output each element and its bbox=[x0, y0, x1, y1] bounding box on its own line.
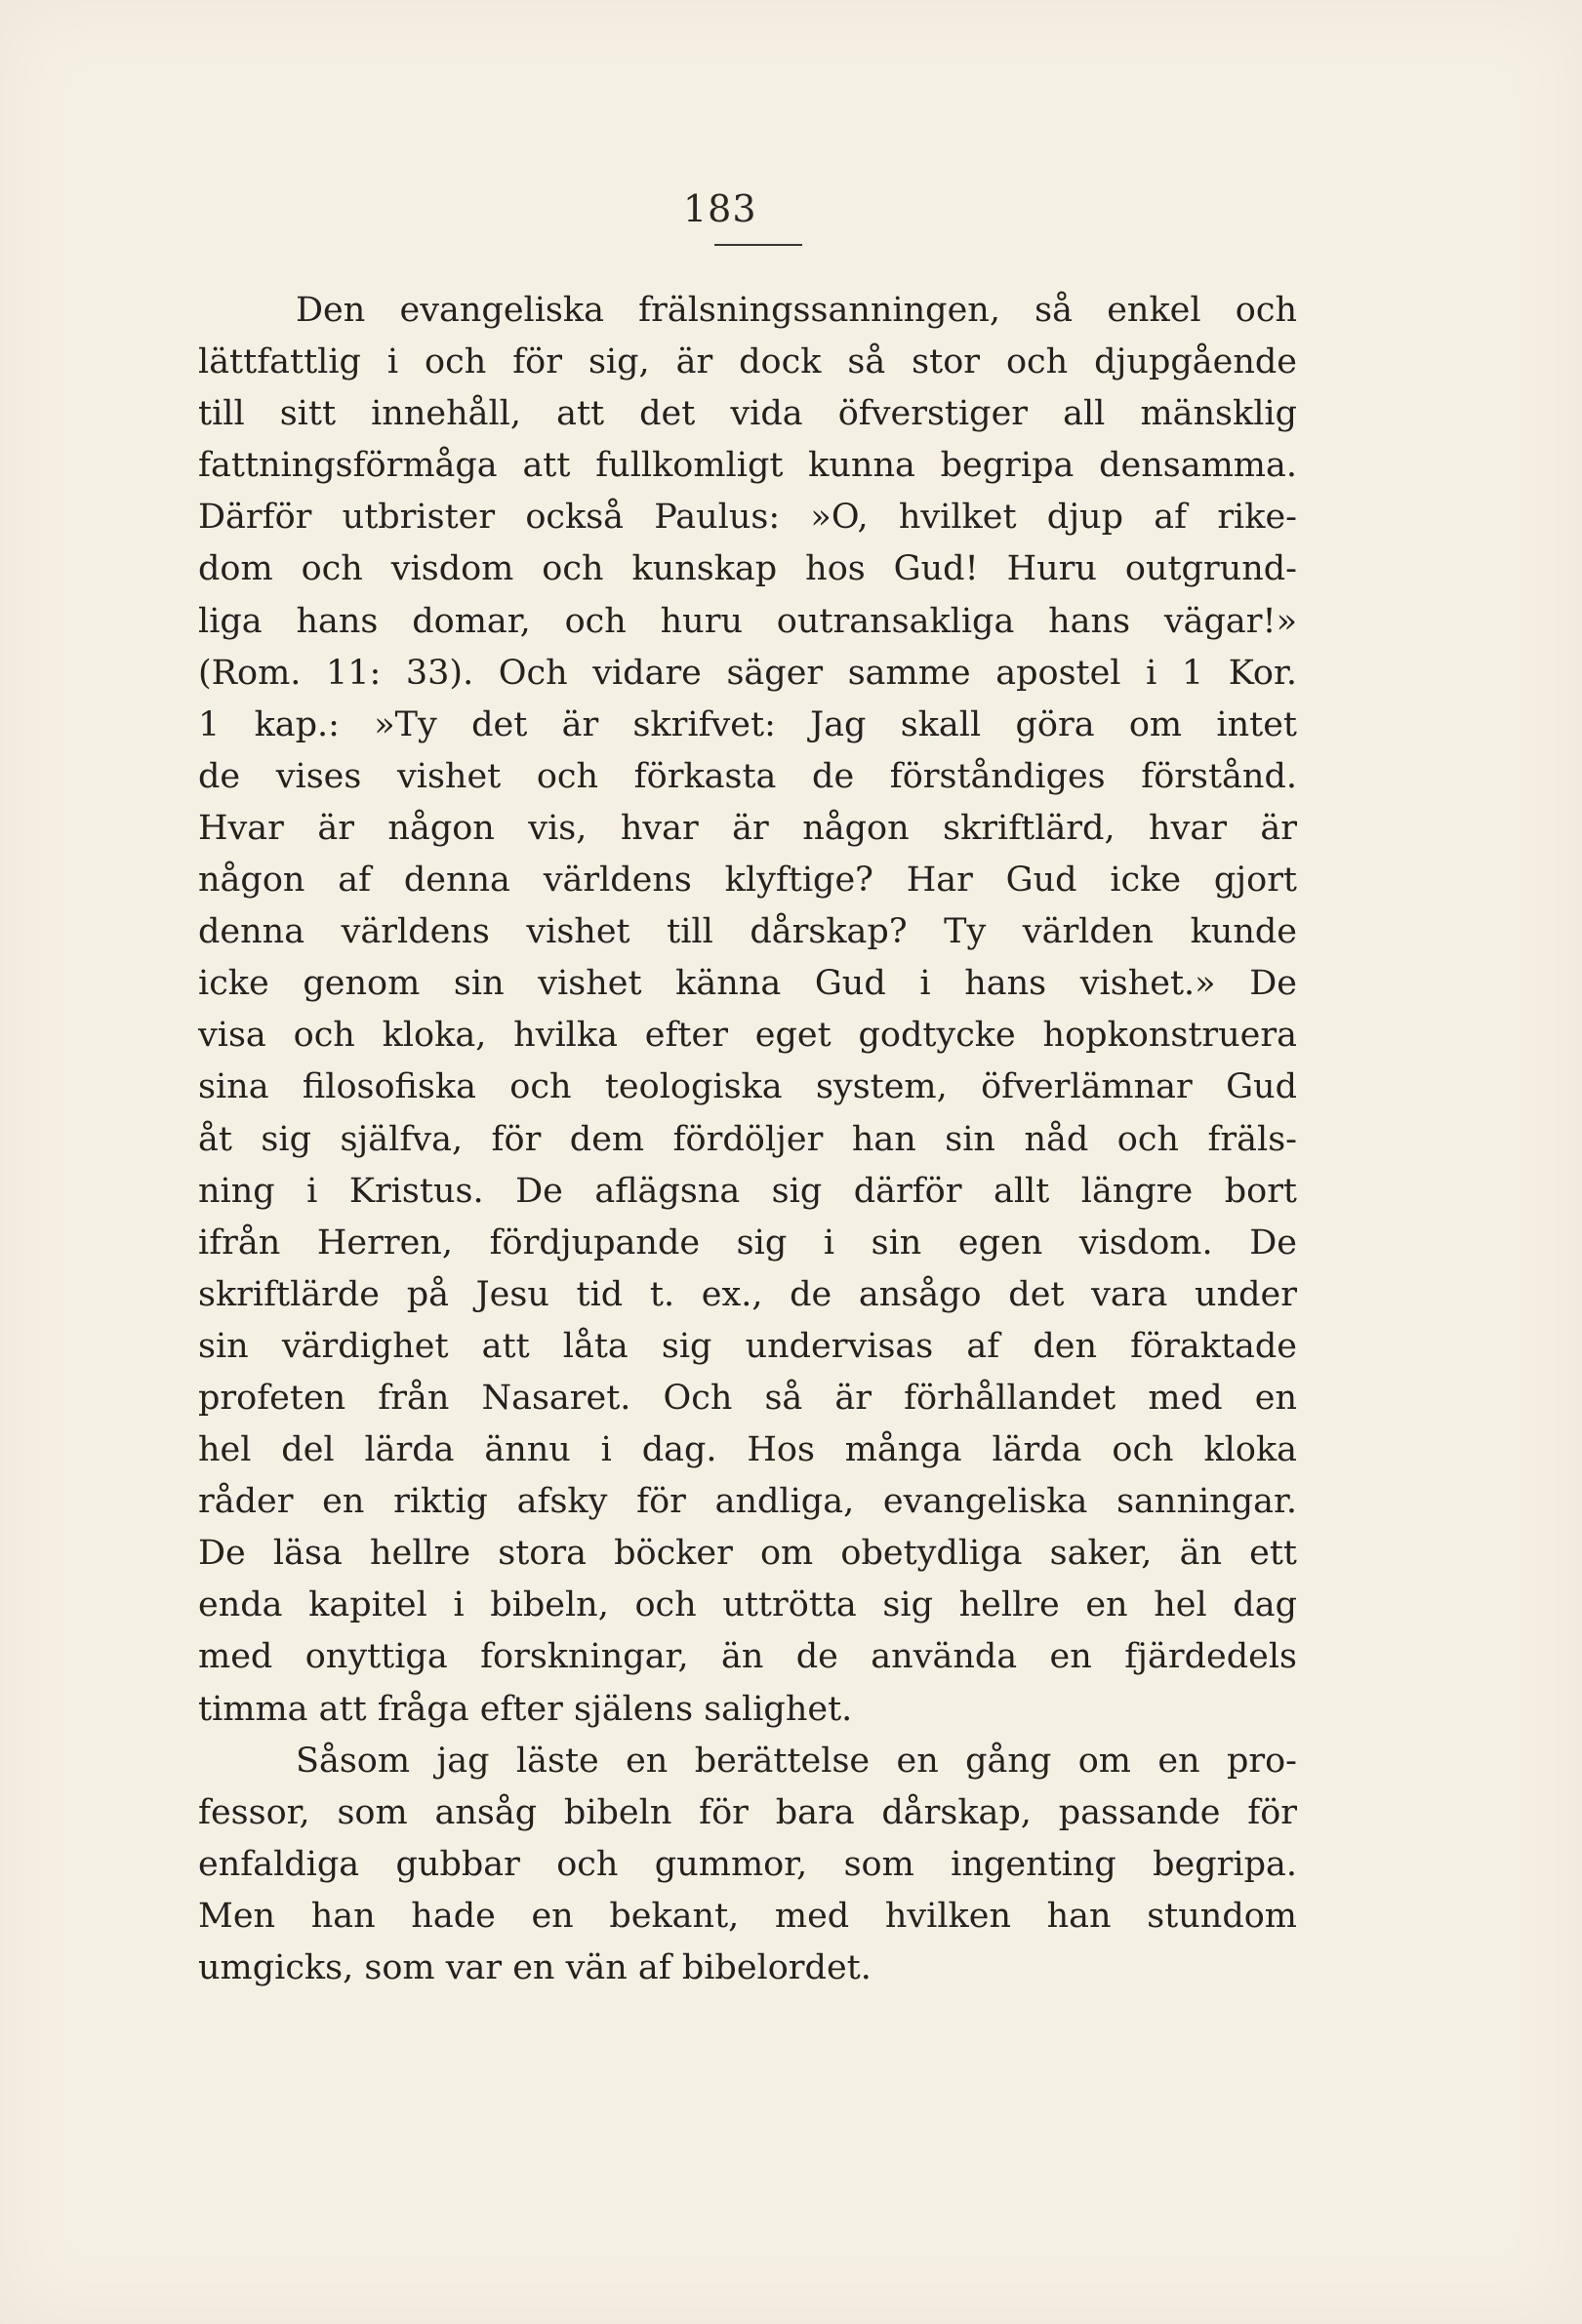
text-line: Men han hade en bekant, med hvilken han stundom bbox=[198, 1896, 1297, 1936]
text-line: ifrån Herren, fördjupande sig i sin egen visdom. De bbox=[198, 1222, 1297, 1262]
text-line: någon af denna världens klyftige? Har Gud icke gjort bbox=[198, 861, 1297, 901]
text-line: Såsom jag läste en berättelse en gång om en pro- bbox=[296, 1741, 1297, 1781]
text-line: skriftlärde på Jesu tid t. ex., de ansågo det vara under bbox=[198, 1274, 1297, 1314]
text-line: hel del lärda ännu i dag. Hos många lärda och kloka bbox=[198, 1430, 1297, 1470]
page-number-underline bbox=[714, 244, 802, 246]
text-line: profeten från Nasaret. Och så är förhållandet med en bbox=[198, 1378, 1297, 1418]
text-line: (Rom. 11: 33). Och vidare säger samme apostel i 1 Kor. bbox=[198, 653, 1297, 693]
text-line: ning i Kristus. De aflägsna sig därför allt längre bort bbox=[198, 1171, 1297, 1211]
text-line: dom och visdom och kunskap hos Gud! Huru outgrund- bbox=[198, 549, 1297, 589]
text-line: sin värdighet att låta sig undervisas af den föraktade bbox=[198, 1326, 1297, 1366]
text-line: umgicks, som var en vän af bibelordet. bbox=[198, 1948, 872, 1987]
text-line: fessor, som ansåg bibeln för bara dårskap, passande för bbox=[198, 1792, 1297, 1832]
text-line: De läsa hellre stora böcker om obetydliga saker, än ett bbox=[198, 1534, 1297, 1574]
text-line: timma att fråga efter själens salighet. bbox=[198, 1689, 853, 1729]
text-line: Den evangeliska frälsningssanningen, så enkel och bbox=[296, 291, 1297, 330]
page-body-text bbox=[198, 285, 1297, 1994]
text-line: de vises vishet och förkasta de förståndiges förstånd. bbox=[198, 756, 1297, 796]
text-line: med onyttiga forskningar, än de använda en fjärdedels bbox=[198, 1637, 1297, 1677]
text-line: denna världens vishet till dårskap? Ty världen kunde bbox=[198, 912, 1297, 952]
text-line: sina filosofiska och teologiska system, öfverlämnar Gud bbox=[198, 1067, 1297, 1107]
page-number: 183 bbox=[683, 187, 757, 230]
text-line: Hvar är någon vis, hvar är någon skriftlärd, hvar är bbox=[198, 808, 1297, 848]
text-line: råder en riktig afsky för andliga, evangeliska sanningar. bbox=[198, 1482, 1297, 1522]
text-line: icke genom sin vishet känna Gud i hans vishet.» De bbox=[198, 964, 1297, 1004]
text-line: enfaldiga gubbar och gummor, som ingenting begripa. bbox=[198, 1844, 1297, 1884]
text-line: åt sig själfva, för dem fördöljer han sin nåd och fräls- bbox=[198, 1119, 1297, 1159]
text-line: lättfattlig i och för sig, är dock så stor och djupgående bbox=[198, 342, 1297, 382]
text-line: fattningsförmåga att fullkomligt kunna begripa densamma. bbox=[198, 446, 1297, 486]
text-line: 1 kap.: »Ty det är skrifvet: Jag skall göra om intet bbox=[198, 704, 1297, 744]
text-line: liga hans domar, och huru outransakliga hans vägar!» bbox=[198, 601, 1297, 641]
text-line: Därför utbrister också Paulus: »O, hvilket djup af rike- bbox=[198, 498, 1297, 538]
text-line: visa och kloka, hvilka efter eget godtycke hopkonstruera bbox=[198, 1016, 1297, 1056]
text-line: till sitt innehåll, att det vida öfverstiger all mänsklig bbox=[198, 394, 1297, 434]
text-line: enda kapitel i bibeln, och uttrötta sig hellre en hel dag bbox=[198, 1585, 1297, 1625]
